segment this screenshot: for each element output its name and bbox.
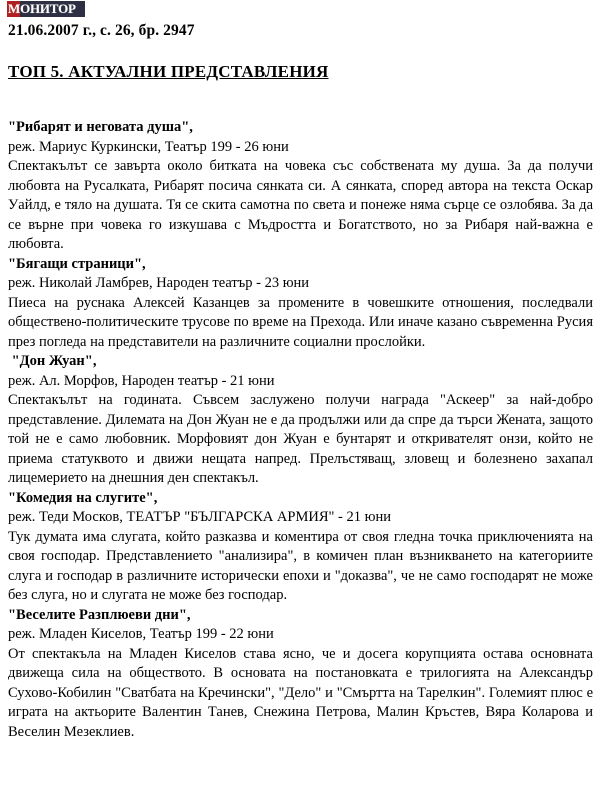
performance-title: "Комедия на слугите", xyxy=(8,489,158,506)
issue-date-line: 21.06.2007 г., с. 26, бр. 2947 xyxy=(8,22,195,39)
performance-entry xyxy=(8,606,593,743)
article-body xyxy=(6,118,594,742)
masthead-brand-text: МОНИТОР xyxy=(8,1,76,16)
performance-credit: реж. Мариус Куркински, Театър 199 - 26 юни xyxy=(8,138,289,155)
performance-credit: реж. Ал. Морфов, Народен театър - 21 юни xyxy=(8,372,275,389)
newspaper-masthead-logo xyxy=(7,1,85,17)
page-title: ТОП 5. АКТУАЛНИ ПРЕДСТАВЛЕНИЯ xyxy=(8,62,329,81)
performance-entry xyxy=(8,118,593,255)
performance-description: Спектакълът на годината. Съвсем заслужено получи награда "Аскеер" за най-добро представление. Дилемата на Дон Жуан не е да продължи или да спре да търси Жената, защото той не е само любовник. Морфовият дон Жуан е бунтарят и откривателят онзи, който не приема статуквото и движи нещата напред. Прелъстяващ, зловещ и болезнено захапал лицемерието на днешния ден спектакъл. xyxy=(8,392,593,486)
article-page xyxy=(0,1,600,801)
performance-title: "Рибарят и неговата душа", xyxy=(8,119,193,135)
performance-credit: реж. Младен Киселов, Театър 199 - 22 юни xyxy=(8,626,274,642)
performance-entry xyxy=(8,489,593,606)
performance-credit: реж. Теди Москов, ТЕАТЪР "БЪЛГАРСКА АРМИЯ" - 21 юни xyxy=(8,509,391,525)
performance-description: Пиеса на руснака Алексей Казанцев за промените в човешките отношения, последвали обществено-политическите трусове по време на Прехода. Или иначе казано съвременна Русия през погледа на представители на различните социални прослойки. xyxy=(8,294,593,350)
performance-entry xyxy=(8,255,593,353)
performance-title: "Веселите Разплюеви дни", xyxy=(8,606,191,623)
performance-credit: реж. Николай Ламбрев, Народен театър - 23 юни xyxy=(8,275,310,291)
performance-title: "Бягащи страници", xyxy=(8,255,146,272)
performance-entry xyxy=(8,352,593,489)
performance-title: "Дон Жуан", xyxy=(8,353,97,369)
performance-description: От спектакъла на Младен Киселов става ясно, че и досега корупцията остава основната движеща сила на обществото. В основата на постановката е трилогията на Александър Сухово-Кобилин "Сватбата на Кречински", "Дело" и "Смъртта на Тарелкин". Големият плюс е играта на актьорите Валентин Танев, Снежина Петрова, Малин Кръстев, Вяра Коларова и Веселин Мезеклиев. xyxy=(8,645,593,740)
performance-description: Спектакълът се завърта около битката на човека със собствената му душа. За да получи любовта на Русалката, Рибарят посича сянката си. А сянката, според автора на текста Оскар Уайлд, е тяло на душата. Тя се скита самотна по света и понеже няма сърце се озлобява. За да се върне при човека го изкушава с Мъдростта и Богатството, но за Рибаря най-важна е любовта. xyxy=(8,158,593,252)
performance-description: Тук думата има слугата, който разказва и коментира от своя гледна точка приключенията на своя господар. Представлението "анализира", в комичен план възникването на категориите слуга и господар в различните исторически епохи и "доказва", че не само господарят не може без слуга, но и слугата не може без господар. xyxy=(8,528,593,603)
